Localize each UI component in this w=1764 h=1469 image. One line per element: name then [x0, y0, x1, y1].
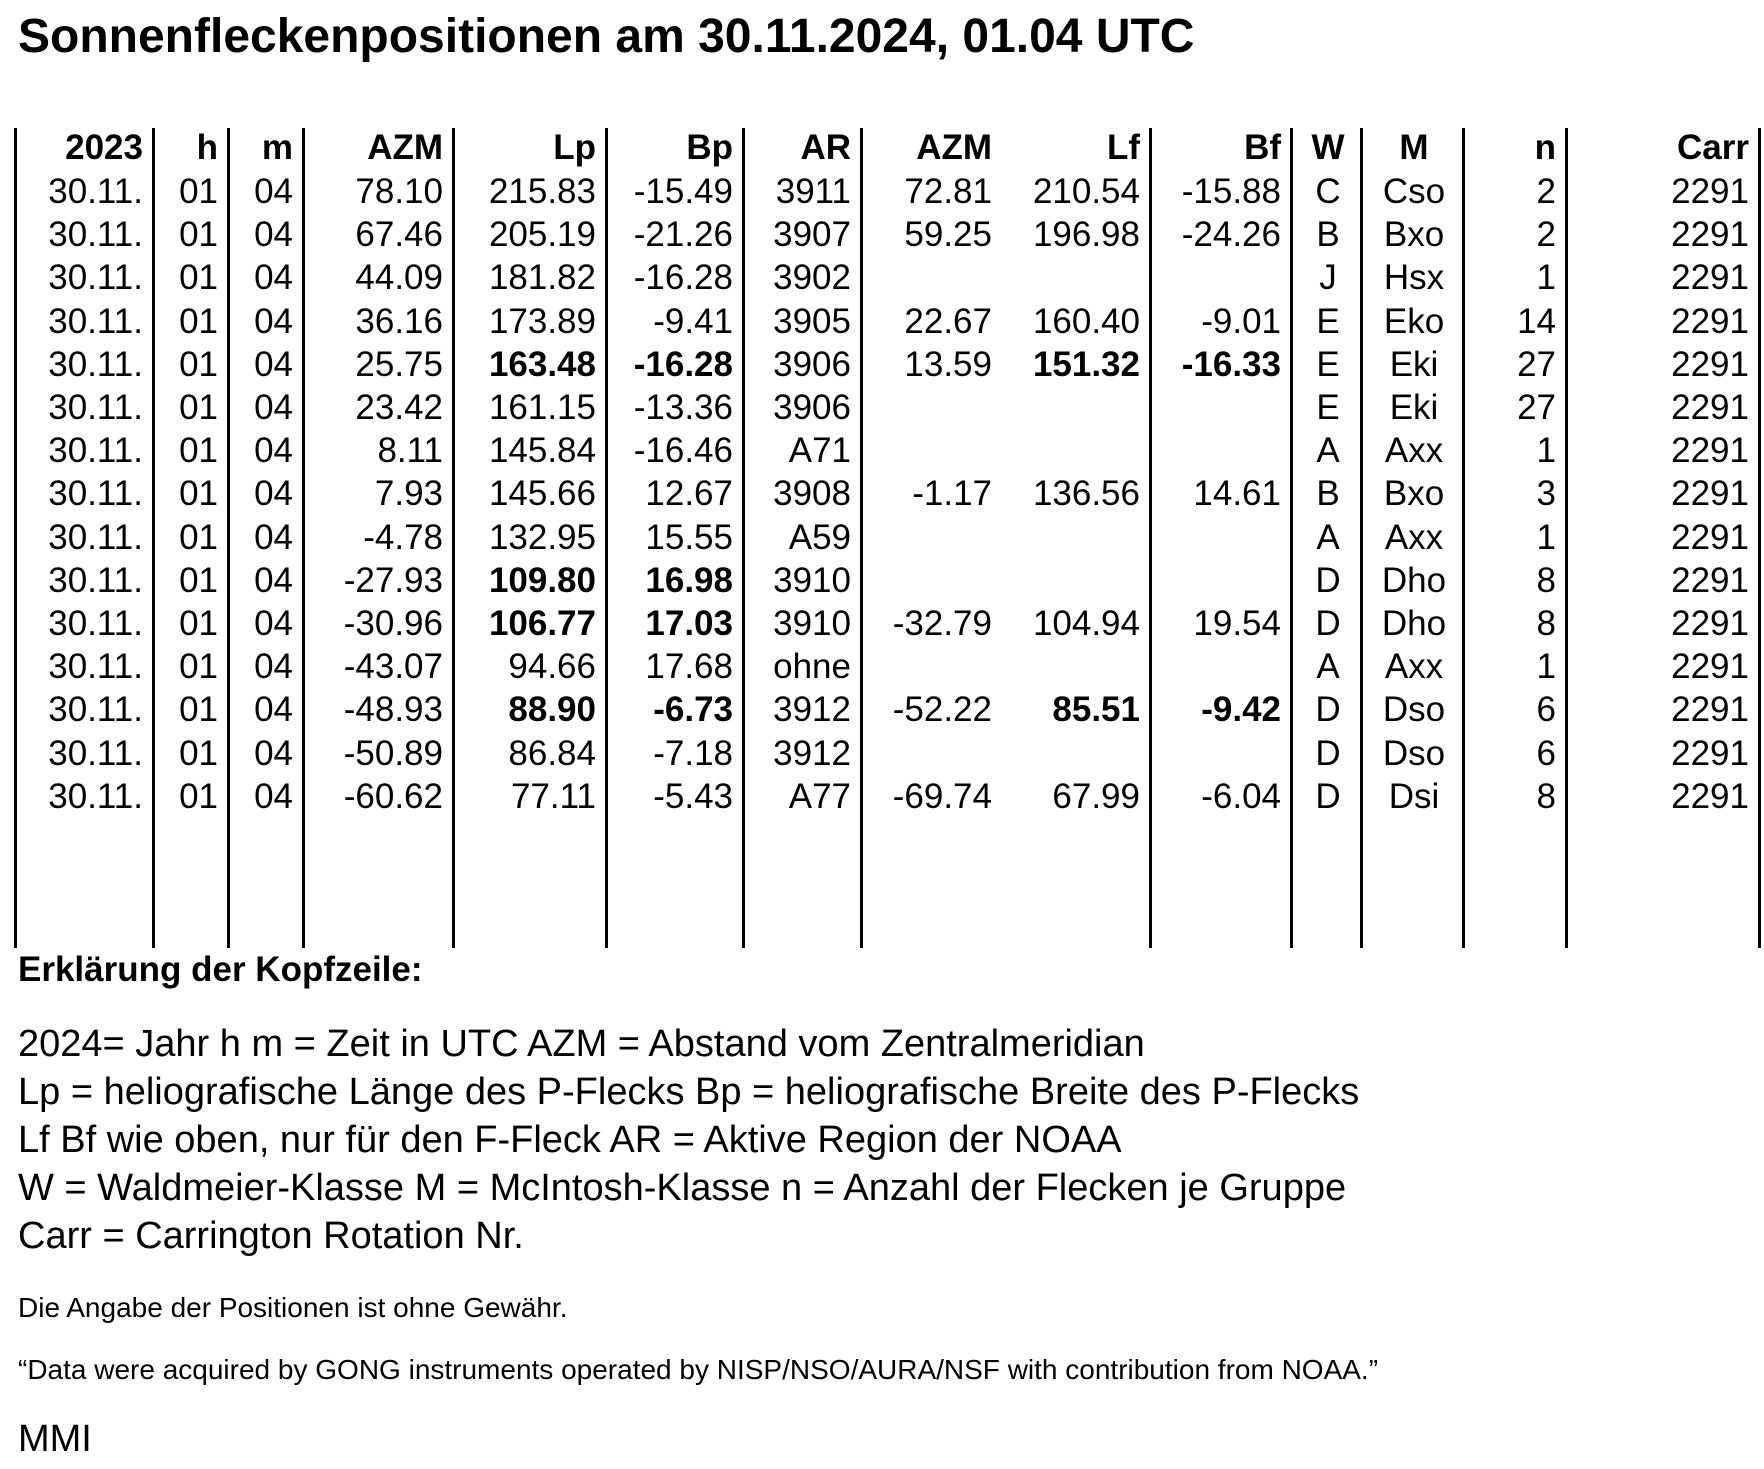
table-cell: 2291: [1671, 647, 1749, 687]
table-row: [17, 429, 1761, 472]
table-cell: 2291: [1671, 431, 1749, 471]
table-cell: 01: [179, 474, 218, 514]
table-cell: D: [1315, 560, 1341, 600]
column-header: h: [196, 128, 218, 168]
table-cell: 30.11.: [48, 301, 143, 341]
table-cell: 1: [1536, 517, 1556, 557]
table-cell: Eko: [1383, 301, 1445, 341]
table-cell: -5.43: [653, 776, 733, 816]
table-cell: D: [1315, 604, 1341, 644]
column-header: Bf: [1244, 128, 1281, 168]
table-cell: -60.62: [343, 776, 443, 816]
column-header: AR: [800, 128, 851, 168]
table-cell: [1004, 386, 1152, 429]
table-cell: 01: [179, 301, 218, 341]
table-row: [17, 472, 1761, 515]
table-cell: 04: [254, 258, 293, 298]
table-cell: 04: [254, 388, 293, 428]
table-cell: A59: [788, 517, 851, 557]
table-cell: 78.10: [355, 172, 443, 211]
table-cell: 3907: [773, 215, 851, 255]
table-cell: 01: [179, 733, 218, 773]
table-cell: 109.80: [488, 560, 596, 600]
table-cell: -52.22: [892, 690, 992, 730]
table-cell: 7.93: [374, 474, 443, 514]
table-cell: Dso: [1382, 733, 1446, 773]
table-cell: 2291: [1671, 301, 1749, 341]
table-cell: -13.36: [633, 388, 733, 428]
table-cell: A: [1316, 431, 1340, 471]
table-cell: 3905: [773, 301, 851, 341]
table-cell: [1004, 732, 1152, 775]
table-cell: -27.93: [343, 560, 443, 600]
table-cell: -1.17: [912, 474, 992, 514]
table-cell: 181.82: [488, 258, 596, 298]
table-cell: 30.11.: [48, 344, 143, 384]
table-cell: 14.61: [1193, 474, 1281, 514]
table-cell: 67.99: [1052, 776, 1140, 816]
table-cell: 8: [1536, 560, 1556, 600]
table-cell: Axx: [1384, 647, 1444, 687]
table-cell: [1152, 516, 1293, 559]
table-cell: 67.46: [355, 215, 443, 255]
table-cell: 01: [179, 776, 218, 816]
table-cell: 04: [254, 560, 293, 600]
table-cell: 3908: [773, 474, 851, 514]
table-cell: 2291: [1671, 258, 1749, 298]
table-cell: 88.90: [508, 690, 596, 730]
table-cell: -24.26: [1181, 215, 1281, 255]
table-cell: 2291: [1671, 560, 1749, 600]
table-row: [17, 516, 1761, 559]
table-cell: E: [1316, 344, 1340, 384]
table-cell: Cso: [1382, 172, 1446, 211]
table-cell: 04: [254, 647, 293, 687]
table-cell: 94.66: [508, 647, 596, 687]
table-cell: 22.67: [904, 301, 992, 341]
explanation-text: [18, 1020, 1359, 1260]
table-row: [17, 688, 1761, 731]
table-cell: 01: [179, 344, 218, 384]
table-cell: 3910: [773, 604, 851, 644]
table-cell: 01: [179, 690, 218, 730]
table-cell: 145.84: [488, 431, 596, 471]
table-cell: 2291: [1671, 776, 1749, 816]
table-cell: [1152, 645, 1293, 688]
table-cell: 205.19: [488, 215, 596, 255]
sunspot-table: [17, 126, 1761, 818]
table-cell: E: [1316, 388, 1340, 428]
table-cell: -7.18: [653, 733, 733, 773]
table-cell: -6.73: [653, 690, 733, 730]
table-cell: 04: [254, 776, 293, 816]
explanation-line: Lf Bf wie oben, nur für den F-Fleck AR = Aktive Region der NOAA: [18, 1119, 1122, 1161]
table-cell: 2291: [1671, 690, 1749, 730]
column-header: Lf: [1106, 128, 1140, 168]
table-cell: [863, 559, 1004, 602]
table-row: [17, 559, 1761, 602]
column-header: M: [1399, 128, 1429, 168]
table-cell: 17.03: [645, 604, 733, 644]
table-cell: 14: [1517, 301, 1556, 341]
table-cell: -9.01: [1201, 301, 1281, 341]
table-cell: Bxo: [1383, 474, 1445, 514]
table-cell: 04: [254, 690, 293, 730]
table-cell: D: [1315, 733, 1341, 773]
table-cell: 196.98: [1032, 215, 1140, 255]
table-cell: 72.81: [904, 172, 992, 211]
table-cell: 30.11.: [48, 733, 143, 773]
table-cell: 2291: [1671, 517, 1749, 557]
table-cell: 04: [254, 604, 293, 644]
table-cell: C: [1315, 172, 1341, 211]
table-row: [17, 602, 1761, 645]
table-cell: 27: [1517, 344, 1556, 384]
table-cell: Eki: [1389, 344, 1439, 384]
table-cell: 13.59: [904, 344, 992, 384]
table-cell: 86.84: [508, 733, 596, 773]
table-row: [17, 213, 1761, 256]
table-cell: 2291: [1671, 474, 1749, 514]
table-cell: [863, 386, 1004, 429]
table-cell: -15.49: [633, 172, 733, 211]
explanation-line: 2024= Jahr h m = Zeit in UTC AZM = Abstand vom Zentralmeridian: [18, 1023, 1145, 1065]
column-header: Bp: [686, 128, 733, 168]
table-cell: 1: [1536, 258, 1556, 298]
table-cell: 3912: [773, 733, 851, 773]
table-row: [17, 645, 1761, 688]
table-cell: A77: [788, 776, 851, 816]
table-cell: 30.11.: [48, 517, 143, 557]
table-cell: 01: [179, 388, 218, 428]
table-cell: -16.33: [1181, 344, 1281, 384]
table-cell: 161.15: [488, 388, 596, 428]
table-cell: [1152, 559, 1293, 602]
table-cell: Dsi: [1388, 776, 1440, 816]
table-cell: -30.96: [343, 604, 443, 644]
table-cell: 3906: [773, 388, 851, 428]
table-cell: 106.77: [488, 604, 596, 644]
explanation-line: Lp = heliografische Länge des P-Flecks Bp = heliografische Breite des P-Flecks: [18, 1071, 1360, 1113]
table-cell: 3912: [773, 690, 851, 730]
table-cell: 01: [179, 172, 218, 211]
table-cell: 30.11.: [48, 258, 143, 298]
table-cell: 30.11.: [48, 776, 143, 816]
table-cell: 210.54: [1032, 172, 1140, 211]
table-cell: -16.28: [633, 344, 733, 384]
table-cell: [863, 516, 1004, 559]
table-cell: 30.11.: [48, 474, 143, 514]
table-cell: 01: [179, 647, 218, 687]
table-cell: [1004, 429, 1152, 472]
table-cell: 30.11.: [48, 172, 143, 211]
table-cell: 01: [179, 517, 218, 557]
table-cell: Dho: [1381, 604, 1447, 644]
table-cell: [863, 256, 1004, 299]
table-cell: -69.74: [892, 776, 992, 816]
table-cell: 19.54: [1193, 604, 1281, 644]
table-cell: E: [1316, 301, 1340, 341]
table-cell: 173.89: [488, 301, 596, 341]
table-row: [17, 170, 1761, 213]
table-cell: [1152, 429, 1293, 472]
table-cell: 3911: [775, 172, 851, 211]
table-cell: -32.79: [892, 604, 992, 644]
table-cell: 77.11: [511, 776, 596, 816]
table-cell: 8: [1536, 776, 1556, 816]
table-cell: Dso: [1382, 690, 1446, 730]
explanation-line: Carr = Carrington Rotation Nr.: [18, 1215, 524, 1257]
table-cell: 27: [1517, 388, 1556, 428]
table-cell: 04: [254, 172, 293, 211]
table-cell: 30.11.: [48, 690, 143, 730]
table-row: [17, 775, 1761, 818]
explanation-line: W = Waldmeier-Klasse M = McIntosh-Klasse n = Anzahl der Flecken je Gruppe: [18, 1167, 1347, 1209]
table-cell: 12.67: [645, 474, 733, 514]
table-cell: Hsx: [1383, 258, 1445, 298]
table-cell: 6: [1536, 690, 1556, 730]
table-cell: Dho: [1381, 560, 1447, 600]
table-cell: 04: [254, 733, 293, 773]
table-cell: [1004, 256, 1152, 299]
table-cell: 8.11: [377, 431, 443, 471]
table-cell: B: [1316, 474, 1340, 514]
table-cell: 2: [1536, 215, 1556, 255]
table-cell: 04: [254, 344, 293, 384]
table-cell: 132.95: [488, 517, 596, 557]
table-cell: 3902: [773, 258, 851, 298]
column-header: W: [1311, 128, 1345, 168]
column-header: AZM: [367, 128, 443, 168]
table-body: [17, 170, 1761, 818]
table-cell: 04: [254, 301, 293, 341]
table-cell: 01: [179, 604, 218, 644]
table-cell: 136.56: [1032, 474, 1140, 514]
disclaimer: Die Angabe der Positionen ist ohne Gewähr.: [18, 1292, 568, 1323]
table-cell: 30.11.: [48, 388, 143, 428]
table-cell: A: [1316, 517, 1340, 557]
table-cell: 01: [179, 258, 218, 298]
table-cell: 30.11.: [48, 647, 143, 687]
table-cell: 2291: [1671, 388, 1749, 428]
table-cell: -9.42: [1201, 690, 1281, 730]
table-cell: 04: [254, 474, 293, 514]
table-cell: 30.11.: [48, 431, 143, 471]
table-cell: Bxo: [1383, 215, 1445, 255]
table-cell: [1152, 386, 1293, 429]
table-row: [17, 300, 1761, 343]
table-row: [17, 343, 1761, 386]
table-cell: 2: [1536, 172, 1556, 211]
column-header: 2023: [65, 128, 143, 168]
table-cell: 25.75: [355, 344, 443, 384]
table-cell: 2291: [1671, 733, 1749, 773]
signature: MMI: [18, 1418, 92, 1460]
table-cell: 59.25: [904, 215, 992, 255]
table-cell: Eki: [1389, 388, 1439, 428]
table-cell: 15.55: [645, 517, 733, 557]
table-cell: A71: [788, 431, 851, 471]
table-header-row: [17, 126, 1761, 170]
table-cell: [863, 732, 1004, 775]
table-cell: [1004, 559, 1152, 602]
table-cell: 2291: [1671, 344, 1749, 384]
table-cell: 04: [254, 431, 293, 471]
table-row: [17, 732, 1761, 775]
table-cell: [1152, 256, 1293, 299]
column-header: Carr: [1677, 128, 1749, 168]
table-cell: -15.88: [1181, 172, 1281, 211]
table-cell: 1: [1536, 431, 1556, 471]
table-cell: 1: [1536, 647, 1556, 687]
table-cell: -48.93: [343, 690, 443, 730]
table-cell: A: [1316, 647, 1340, 687]
table-cell: [863, 645, 1004, 688]
table-cell: [1004, 645, 1152, 688]
table-cell: 23.42: [355, 388, 443, 428]
table-cell: 30.11.: [48, 560, 143, 600]
column-header: n: [1534, 128, 1556, 168]
table-cell: [863, 429, 1004, 472]
explanation-heading: Erklärung der Kopfzeile:: [18, 950, 423, 989]
table-cell: 215.83: [488, 172, 596, 211]
table-cell: D: [1315, 776, 1341, 816]
table-cell: 04: [254, 215, 293, 255]
table-cell: 30.11.: [48, 215, 143, 255]
table-cell: J: [1319, 258, 1337, 298]
table-cell: Axx: [1384, 517, 1444, 557]
table-cell: [1152, 732, 1293, 775]
page-title: Sonnenfleckenpositionen am 30.11.2024, 01.04 UTC: [18, 10, 1195, 63]
table-cell: 30.11.: [48, 604, 143, 644]
table-cell: 3: [1536, 474, 1556, 514]
table-cell: [1004, 516, 1152, 559]
table-cell: -9.41: [653, 301, 733, 341]
table-cell: 3910: [773, 560, 851, 600]
table-row: [17, 386, 1761, 429]
table-cell: 01: [179, 431, 218, 471]
table-cell: 160.40: [1032, 301, 1140, 341]
table-cell: 04: [254, 517, 293, 557]
table-cell: 2291: [1671, 172, 1749, 211]
table-cell: 104.94: [1032, 604, 1140, 644]
table-cell: 151.32: [1032, 344, 1140, 384]
table-cell: -21.26: [633, 215, 733, 255]
table-cell: 17.68: [645, 647, 733, 687]
table-cell: 145.66: [488, 474, 596, 514]
table-cell: -43.07: [343, 647, 443, 687]
table-cell: 2291: [1671, 215, 1749, 255]
table-cell: -16.28: [633, 258, 733, 298]
table-cell: 8: [1536, 604, 1556, 644]
table-row: [17, 256, 1761, 299]
table-cell: B: [1316, 215, 1340, 255]
table-cell: 2291: [1671, 604, 1749, 644]
column-header: AZM: [916, 128, 992, 168]
column-header: Lp: [553, 128, 596, 168]
table-cell: 44.09: [355, 258, 443, 298]
table-cell: D: [1315, 690, 1341, 730]
table-cell: 6: [1536, 733, 1556, 773]
table-cell: 01: [179, 215, 218, 255]
table-cell: 16.98: [645, 560, 733, 600]
table-cell: 3906: [773, 344, 851, 384]
table-cell: Axx: [1384, 431, 1444, 471]
column-header: m: [261, 128, 293, 168]
table-cell: -50.89: [343, 733, 443, 773]
table-cell: ohne: [773, 647, 851, 687]
table-cell: 36.16: [355, 301, 443, 341]
table-cell: -4.78: [363, 517, 443, 557]
table-cell: 01: [179, 560, 218, 600]
data-credit: “Data were acquired by GONG instruments operated by NISP/NSO/AURA/NSF with contribution from NOAA.”: [18, 1354, 1379, 1385]
table-cell: 85.51: [1052, 690, 1140, 730]
table-cell: -16.46: [633, 431, 733, 471]
table-cell: 163.48: [488, 344, 596, 384]
table-cell: -6.04: [1201, 776, 1281, 816]
